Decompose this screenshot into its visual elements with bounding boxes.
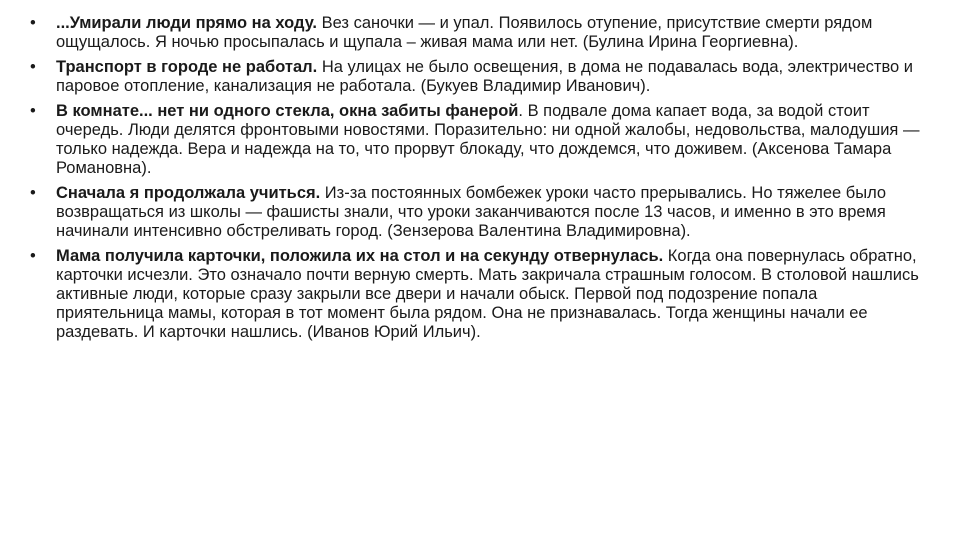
list-item — [30, 14, 920, 52]
bullet-icon: • — [30, 184, 36, 202]
item-text: Из-за постоянных бомбежек уроки часто прерывались. Но тяжелее было возвращаться из школы — фашисты знали, что уроки заканчиваются после 13 часов, и именно в это время начинали интенсивно обстреливать город. (Зензерова Валентина Владимировна). — [56, 184, 887, 240]
item-text: . В подвале дома капает вода, за водой стоит очередь. Люди делятся фронтовыми новостями. Поразительно: ни одной жалобы, недовольства, малодушия — только надежда. Вера и надежда на то, что прорвут блокаду, что дождемся, что доживем. (Аксенова Тамара Романовна). — [56, 102, 920, 177]
list-item — [30, 184, 920, 241]
item-text: Вез саночки — и упал. Появилось отупение, присутствие смерти рядом ощущалось. Я ночью просыпалась и щупала – живая мама или нет. (Булина Ирина Георгиевна). — [56, 14, 873, 51]
bullet-icon: • — [30, 247, 36, 265]
item-text: На улицах не было освещения, в дома не подавалась вода, электричество и паровое отопление, канализация не работала. (Букуев Владимир Иванович). — [56, 58, 914, 95]
item-emphasis: Сначала я продолжала учиться. — [56, 184, 321, 202]
list-item — [30, 247, 920, 342]
item-emphasis: Транспорт в городе не работал. — [56, 58, 318, 76]
bullet-icon: • — [30, 102, 36, 120]
list-item — [30, 58, 920, 96]
item-text: Когда она повернулась обратно, карточки исчезли. Это означало почти верную смерть. Мать закричала страшным голосом. В столовой нашлись активные люди, которые сразу закрыли все двери и начали обыск. Первой под подозрение попала приятельница мамы, которая в тот момент была рядом. Она не признавалась. Тогда женщины начали ее раздевать. И карточки нашлись. (Иванов Юрий Ильич). — [56, 247, 919, 341]
item-emphasis: ...Умирали люди прямо на ходу. — [56, 14, 318, 32]
list-item — [30, 102, 920, 178]
item-emphasis: Мама получила карточки, положила их на стол и на секунду отвернулась. — [56, 247, 664, 265]
item-emphasis: В комнате... нет ни одного стекла, окна забиты фанерой — [56, 102, 519, 120]
bullet-icon: • — [30, 14, 36, 32]
bullet-list — [30, 14, 920, 348]
bullet-icon: • — [30, 58, 36, 76]
